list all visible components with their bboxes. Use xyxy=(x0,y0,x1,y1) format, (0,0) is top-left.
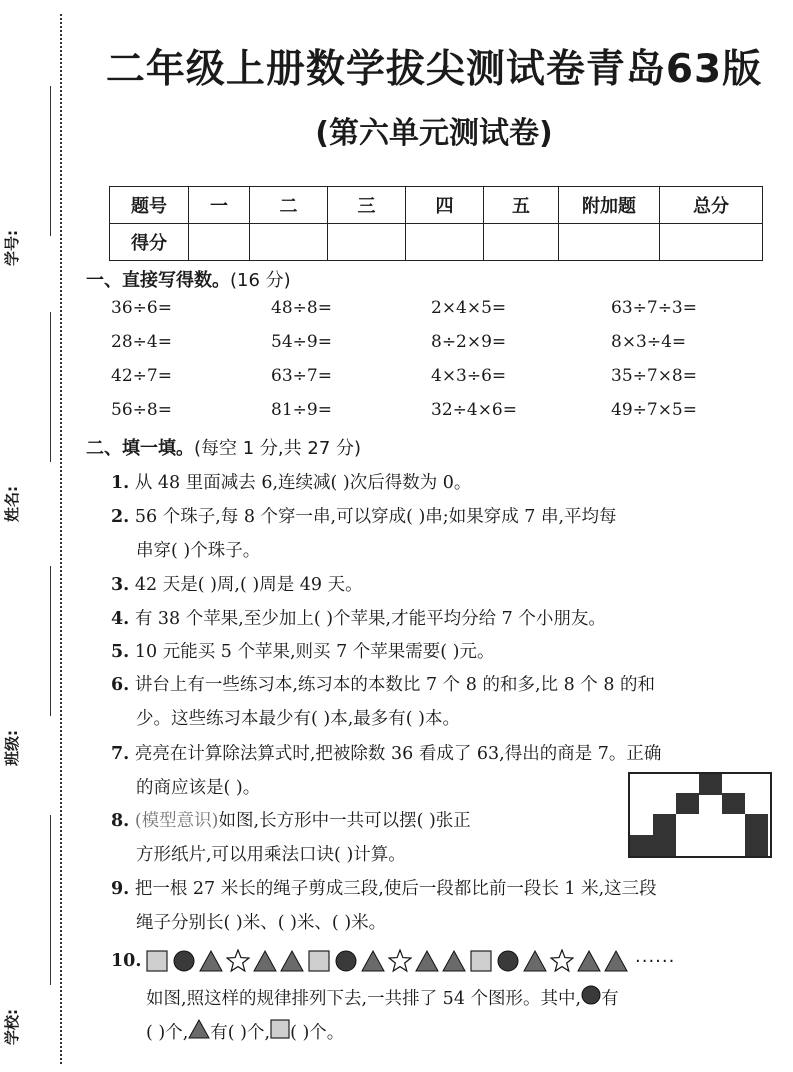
math-item: 63÷7÷3= xyxy=(611,298,697,318)
question-number: 8. xyxy=(111,811,130,831)
question-9 xyxy=(111,872,791,940)
math-row xyxy=(111,332,791,366)
question-number: 4. xyxy=(111,609,130,629)
score-cell[interactable] xyxy=(660,224,763,261)
math-item: 28÷4= xyxy=(111,332,172,352)
question-text: 10 元能买 5 个苹果,则买 7 个苹果需要( )元。 xyxy=(134,642,495,662)
question-text: 42 天是( )周,( )周是 49 天。 xyxy=(134,575,363,595)
score-table-score-row xyxy=(110,224,763,261)
question-text-cont: 少。这些练习本最少有( )本,最多有( )本。 xyxy=(136,709,460,729)
score-row-label: 得分 xyxy=(110,224,189,261)
school-label: 学校: xyxy=(3,1009,21,1045)
binding-dotted-line xyxy=(60,14,62,1064)
student-number-field xyxy=(3,86,54,266)
score-cell[interactable] xyxy=(189,224,250,261)
question-number: 2. xyxy=(111,507,130,527)
math-row xyxy=(111,400,791,434)
question-1 xyxy=(111,466,791,500)
triangle-icon xyxy=(523,949,547,973)
header-cell: 四 xyxy=(406,187,484,224)
square-icon xyxy=(270,1017,290,1051)
student-name-line xyxy=(50,312,51,462)
question-text-cont: 绳子分别长( )米、( )米、( )米。 xyxy=(136,913,387,933)
question-number: 10. xyxy=(111,951,142,971)
class-field xyxy=(3,566,54,766)
header-cell: 五 xyxy=(484,187,559,224)
header-cell: 附加题 xyxy=(559,187,660,224)
question-number: 3. xyxy=(111,575,130,595)
circle-icon xyxy=(172,949,196,973)
triangle-icon xyxy=(577,949,601,973)
header-cell: 一 xyxy=(189,187,250,224)
triangle-icon xyxy=(361,949,385,973)
question-2 xyxy=(111,500,791,568)
triangle-icon xyxy=(253,949,277,973)
shape-sequence xyxy=(145,944,675,978)
section1-title: 一、直接写得数。 xyxy=(86,270,230,291)
score-cell[interactable] xyxy=(559,224,660,261)
math-item: 32÷4×6= xyxy=(431,400,517,420)
question-text: 56 个珠子,每 8 个穿一串,可以穿成( )串;如果穿成 7 串,平均每 xyxy=(134,507,617,527)
math-item: 36÷6= xyxy=(111,298,172,318)
math-item: 2×4×5= xyxy=(431,298,507,318)
question-text: 讲台上有一些练习本,练习本的本数比 7 个 8 的和多,比 8 个 8 的和 xyxy=(134,675,656,695)
sequence-ellipsis: ······ xyxy=(635,950,676,972)
student-number-label: 学号: xyxy=(3,230,21,266)
star-icon xyxy=(226,949,250,973)
section1-heading xyxy=(86,266,291,292)
triangle-icon xyxy=(442,949,466,973)
question-number: 1. xyxy=(111,473,130,493)
math-item: 81÷9= xyxy=(271,400,332,420)
circle-icon xyxy=(581,983,601,1017)
question-text: 如图,长方形中一共可以摆( )张正 xyxy=(218,811,471,831)
question-text: 如图,照这样的规律排列下去,一共排了 54 个图形。其中, xyxy=(146,989,582,1009)
question-text: 亮亮在计算除法算式时,把被除数 36 看成了 63,得出的商是 7。正确 xyxy=(134,744,662,764)
question-text: ( )个。 xyxy=(290,1023,345,1043)
question-number: 5. xyxy=(111,642,130,662)
question-text: 有( )个, xyxy=(210,1023,271,1043)
question-number: 6. xyxy=(111,675,130,695)
page-title: 二年级上册数学拔尖测试卷青岛63版 xyxy=(105,47,763,92)
triangle-icon xyxy=(188,1017,210,1051)
class-line xyxy=(50,566,51,716)
header-cell: 总分 xyxy=(660,187,763,224)
math-item: 8÷2×9= xyxy=(431,332,507,352)
student-name-field xyxy=(3,312,54,522)
question-text-cont: 串穿( )个珠子。 xyxy=(136,541,261,561)
square-icon xyxy=(469,949,493,973)
section1-note: (16 分) xyxy=(230,270,291,291)
math-item: 56÷8= xyxy=(111,400,172,420)
filled-square xyxy=(653,814,676,835)
filled-square xyxy=(630,835,653,856)
triangle-icon xyxy=(199,949,223,973)
score-cell[interactable] xyxy=(406,224,484,261)
score-table-header-row xyxy=(110,187,763,224)
math-item: 4×3÷6= xyxy=(431,366,507,386)
header-cell: 二 xyxy=(250,187,328,224)
score-table xyxy=(109,186,763,261)
filled-square xyxy=(745,835,768,856)
header-cell: 题号 xyxy=(110,187,189,224)
math-row xyxy=(111,298,791,332)
math-item: 35÷7×8= xyxy=(611,366,697,386)
math-item: 48÷8= xyxy=(271,298,332,318)
star-icon xyxy=(550,949,574,973)
filled-square xyxy=(722,793,745,814)
question-text: 从 48 里面减去 6,连续减( )次后得数为 0。 xyxy=(134,473,472,493)
circle-icon xyxy=(334,949,358,973)
mental-math-grid xyxy=(111,298,791,434)
score-cell[interactable] xyxy=(484,224,559,261)
header-cell: 三 xyxy=(328,187,406,224)
class-label: 班级: xyxy=(3,730,21,766)
question-text: 有 xyxy=(601,989,619,1009)
triangle-icon xyxy=(280,949,304,973)
student-name-label: 姓名: xyxy=(3,486,21,522)
triangle-icon xyxy=(415,949,439,973)
section2-heading xyxy=(86,434,361,460)
section2-title: 二、填一填。 xyxy=(86,438,194,459)
question-8 xyxy=(111,804,611,872)
question-text: 把一根 27 米长的绳子剪成三段,使后一段都比前一段长 1 米,这三段 xyxy=(134,879,657,899)
filled-square xyxy=(699,774,722,795)
triangle-icon xyxy=(604,949,628,973)
filled-square xyxy=(676,793,699,814)
question-10-text-2 xyxy=(146,1016,786,1051)
student-number-line xyxy=(50,86,51,236)
math-item: 49÷7×5= xyxy=(611,400,697,420)
math-item: 8×3÷4= xyxy=(611,332,687,352)
math-item: 63÷7= xyxy=(271,366,332,386)
school-field xyxy=(3,815,54,1045)
question-text-cont: 的商应该是( )。 xyxy=(136,778,261,798)
square-icon xyxy=(145,949,169,973)
question-6 xyxy=(111,668,791,736)
question-4 xyxy=(111,602,791,636)
score-cell[interactable] xyxy=(328,224,406,261)
page-subtitle: (第六单元测试卷) xyxy=(315,116,553,151)
math-item: 42÷7= xyxy=(111,366,172,386)
question-text-cont: 方形纸片,可以用乘法口诀( )计算。 xyxy=(136,845,406,865)
star-icon xyxy=(388,949,412,973)
question-number: 7. xyxy=(111,744,130,764)
square-icon xyxy=(307,949,331,973)
section2-note: (每空 1 分,共 27 分) xyxy=(194,438,362,459)
score-cell[interactable] xyxy=(250,224,328,261)
filled-square xyxy=(745,814,768,835)
question-tag: (模型意识) xyxy=(134,811,219,831)
question-10-text xyxy=(146,982,786,1017)
filled-square xyxy=(653,835,676,856)
question-number: 9. xyxy=(111,879,130,899)
math-row xyxy=(111,366,791,400)
school-line xyxy=(50,815,51,985)
math-item: 54÷9= xyxy=(271,332,332,352)
question-text: 有 38 个苹果,至少加上( )个苹果,才能平均分给 7 个小朋友。 xyxy=(134,609,606,629)
question-5 xyxy=(111,635,791,669)
circle-icon xyxy=(496,949,520,973)
rectangle-square-figure xyxy=(628,772,772,858)
question-text: ( )个, xyxy=(146,1023,189,1043)
question-3 xyxy=(111,568,791,602)
